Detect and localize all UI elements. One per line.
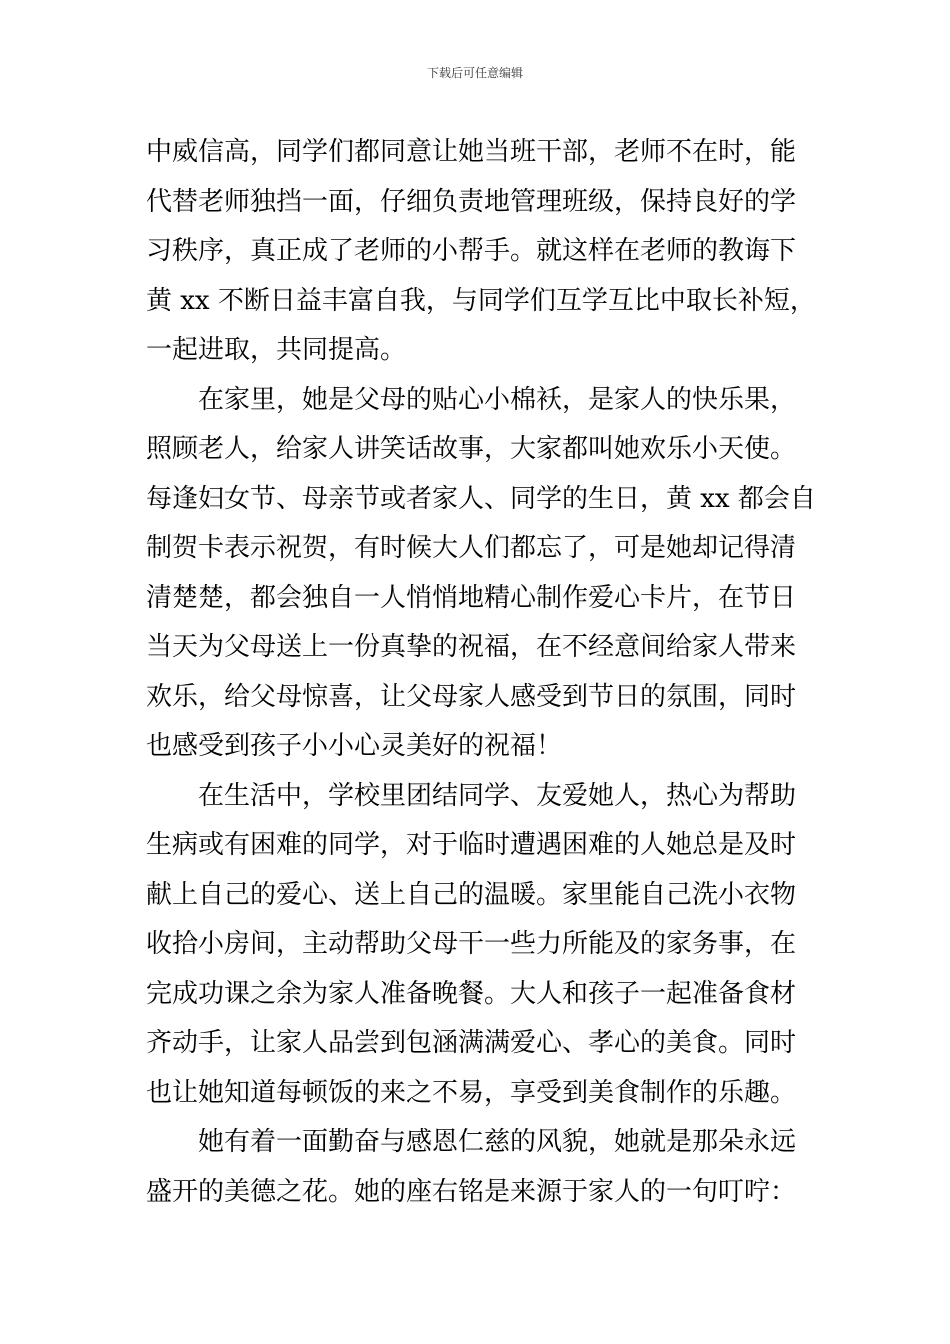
page-header: 下载后可任意编辑 bbox=[426, 66, 523, 80]
text-line: 当天为父母送上一份真挚的祝福，在不经意间给家人带来 bbox=[146, 632, 797, 662]
text-line: 也让她知道每顿饭的来之不易，享受到美食制作的乐趣。 bbox=[146, 1077, 797, 1108]
text-line: 每逢妇女节、母亲节或者家人、同学的生日，黄 xx 都会自 bbox=[146, 483, 816, 514]
text-line: 习秩序，真正成了老师的小帮手。就这样在老师的教诲下 bbox=[146, 236, 797, 266]
text-line: 她有着一面勤奋与感恩仁慈的风貌，她就是那朵永远 bbox=[198, 1127, 797, 1157]
text-line: 一起进取，共同提高。 bbox=[146, 335, 407, 365]
paragraph bbox=[146, 1118, 810, 1217]
text-line: 齐动手，让家人品尝到包涵满满爱心、孝心的美食。同时 bbox=[146, 1028, 797, 1058]
paragraph bbox=[146, 376, 816, 772]
text-line: 黄 xx 不断日益丰富自我，与同学们互学互比中取长补短， bbox=[146, 285, 816, 316]
paragraph bbox=[146, 128, 816, 376]
text-line: 照顾老人，给家人讲笑话故事，大家都叫她欢乐小天使。 bbox=[146, 434, 797, 464]
paragraph bbox=[146, 772, 810, 1119]
text-line: 在生活中，学校里团结同学、友爱她人，热心为帮助 bbox=[198, 780, 797, 811]
text-line: 盛开的美德之花。她的座右铭是来源于家人的一句叮咛： bbox=[146, 1176, 797, 1207]
text-line: 中威信高，同学们都同意让她当班干部，老师不在时，能 bbox=[146, 137, 797, 167]
document-body bbox=[146, 128, 816, 1217]
text-line: 清楚楚，都会独自一人悄悄地精心制作爱心卡片，在节日 bbox=[146, 582, 797, 613]
text-line: 欢乐，给父母惊喜，让父母家人感受到节日的氛围，同时 bbox=[146, 681, 797, 712]
text-line: 献上自己的爱心、送上自己的温暖。家里能自己洗小衣物 bbox=[146, 879, 797, 910]
text-line: 收拾小房间，主动帮助父母干一些力所能及的家务事，在 bbox=[146, 929, 797, 959]
text-line: 制贺卡表示祝贺，有时候大人们都忘了，可是她却记得清 bbox=[146, 533, 797, 563]
text-line: 生病或有困难的同学，对于临时遭遇困难的人她总是及时 bbox=[146, 830, 797, 860]
text-line: 在家里，她是父母的贴心小棉袄，是家人的快乐果， bbox=[198, 384, 797, 415]
text-line: 完成功课之余为家人准备晚餐。大人和孩子一起准备食材 bbox=[146, 978, 797, 1009]
text-line: 代替老师独挡一面，仔细负责地管理班级，保持良好的学 bbox=[146, 186, 797, 217]
text-line: 也感受到孩子小小心灵美好的祝福！ bbox=[146, 731, 563, 761]
